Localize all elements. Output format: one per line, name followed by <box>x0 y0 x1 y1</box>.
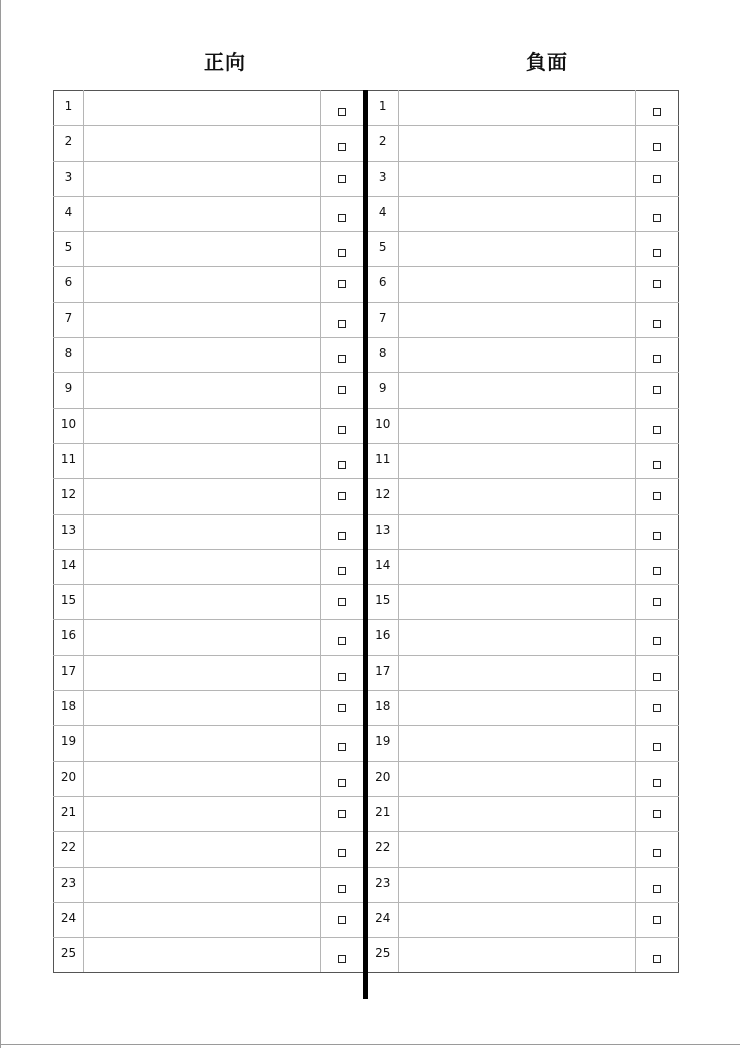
negative-row-number: 12 <box>368 479 398 514</box>
checkbox-icon[interactable] <box>653 916 661 924</box>
positive-checkbox-cell[interactable] <box>321 338 364 373</box>
checkbox-icon[interactable] <box>653 108 661 116</box>
positive-entry-field[interactable] <box>84 902 321 937</box>
negative-checkbox-cell[interactable] <box>635 443 678 478</box>
negative-entry-field[interactable] <box>398 373 635 408</box>
positive-entry-field[interactable] <box>84 91 321 126</box>
checkbox-icon[interactable] <box>653 955 661 963</box>
positive-checkbox-cell[interactable] <box>321 832 364 867</box>
positive-entry-field[interactable] <box>84 479 321 514</box>
positive-row-number: 24 <box>54 902 84 937</box>
checkbox-icon[interactable] <box>338 426 346 434</box>
positive-checkbox-cell[interactable] <box>321 408 364 443</box>
negative-entry-field[interactable] <box>398 867 635 902</box>
negative-checkbox-cell[interactable] <box>635 620 678 655</box>
checkbox-icon[interactable] <box>653 849 661 857</box>
checkbox-icon[interactable] <box>653 532 661 540</box>
negative-entry-field[interactable] <box>398 267 635 302</box>
positive-entry-field[interactable] <box>84 338 321 373</box>
negative-row-number: 25 <box>368 938 398 973</box>
positive-checkbox-cell[interactable] <box>321 585 364 620</box>
positive-entry-field[interactable] <box>84 585 321 620</box>
positive-table-row <box>54 196 364 231</box>
checkbox-icon[interactable] <box>338 175 346 183</box>
negative-table-row <box>368 302 678 337</box>
negative-table-row <box>368 796 678 831</box>
negative-row-number: 5 <box>368 232 398 267</box>
checkbox-icon[interactable] <box>653 673 661 681</box>
negative-table-row <box>368 938 678 973</box>
negative-checkbox-cell[interactable] <box>635 302 678 337</box>
positive-entry-field[interactable] <box>84 302 321 337</box>
positive-entry-field[interactable] <box>84 867 321 902</box>
negative-row-number: 1 <box>368 91 398 126</box>
checkbox-icon[interactable] <box>338 916 346 924</box>
negative-row-number: 8 <box>368 338 398 373</box>
negative-row-number: 17 <box>368 655 398 690</box>
positive-entry-field[interactable] <box>84 938 321 973</box>
negative-table-row <box>368 161 678 196</box>
positive-table-row <box>54 549 364 584</box>
positive-row-number: 13 <box>54 514 84 549</box>
positive-checkbox-cell[interactable] <box>321 938 364 973</box>
negative-row-number: 11 <box>368 443 398 478</box>
negative-entry-field[interactable] <box>398 196 635 231</box>
negative-entry-field[interactable] <box>398 91 635 126</box>
negative-row-number: 6 <box>368 267 398 302</box>
negative-table-row <box>368 232 678 267</box>
positive-entry-field[interactable] <box>84 126 321 161</box>
positive-row-number: 25 <box>54 938 84 973</box>
positive-checkbox-cell[interactable] <box>321 443 364 478</box>
positive-row-number: 12 <box>54 479 84 514</box>
positive-entry-field[interactable] <box>84 832 321 867</box>
checkbox-icon[interactable] <box>338 492 346 500</box>
positive-checkbox-cell[interactable] <box>321 232 364 267</box>
negative-table-row <box>368 620 678 655</box>
checkbox-icon[interactable] <box>653 461 661 469</box>
negative-checkbox-cell[interactable] <box>635 549 678 584</box>
checkbox-icon[interactable] <box>338 108 346 116</box>
negative-row-number: 3 <box>368 161 398 196</box>
negative-entry-field[interactable] <box>398 126 635 161</box>
positive-checkbox-cell[interactable] <box>321 479 364 514</box>
positive-checkbox-cell[interactable] <box>321 196 364 231</box>
checkbox-icon[interactable] <box>338 955 346 963</box>
positive-entry-field[interactable] <box>84 549 321 584</box>
positive-table-row <box>54 267 364 302</box>
negative-checkbox-cell[interactable] <box>635 514 678 549</box>
positive-checkbox-cell[interactable] <box>321 726 364 761</box>
checkbox-icon[interactable] <box>653 492 661 500</box>
checkbox-icon[interactable] <box>338 779 346 787</box>
negative-checkbox-cell[interactable] <box>635 902 678 937</box>
negative-checkbox-cell[interactable] <box>635 196 678 231</box>
positive-table-row <box>54 161 364 196</box>
negative-checkbox-cell[interactable] <box>635 408 678 443</box>
checkbox-icon[interactable] <box>338 280 346 288</box>
checkbox-icon[interactable] <box>338 249 346 257</box>
checkbox-icon[interactable] <box>338 885 346 893</box>
negative-entry-field[interactable] <box>398 549 635 584</box>
positive-table-row <box>54 902 364 937</box>
negative-row-number: 21 <box>368 796 398 831</box>
heading-positive: 正向 <box>204 50 246 74</box>
positive-table-row <box>54 691 364 726</box>
negative-checkbox-cell[interactable] <box>635 267 678 302</box>
checkbox-icon[interactable] <box>338 143 346 151</box>
negative-entry-field[interactable] <box>398 726 635 761</box>
positive-entry-field[interactable] <box>84 267 321 302</box>
negative-table-row <box>368 867 678 902</box>
checkbox-icon[interactable] <box>338 849 346 857</box>
checkbox-icon[interactable] <box>653 598 661 606</box>
positive-row-number: 18 <box>54 691 84 726</box>
negative-row-number: 16 <box>368 620 398 655</box>
negative-table-row <box>368 126 678 161</box>
negative-checkbox-cell[interactable] <box>635 479 678 514</box>
negative-table-row <box>368 655 678 690</box>
positive-row-number: 22 <box>54 832 84 867</box>
negative-table-row <box>368 761 678 796</box>
positive-row-number: 11 <box>54 443 84 478</box>
positive-row-number: 23 <box>54 867 84 902</box>
checkbox-icon[interactable] <box>338 532 346 540</box>
positive-checkbox-cell[interactable] <box>321 302 364 337</box>
negative-entry-field[interactable] <box>398 796 635 831</box>
checkbox-icon[interactable] <box>653 426 661 434</box>
negative-entry-field[interactable] <box>398 585 635 620</box>
negative-table-row <box>368 514 678 549</box>
negative-table <box>368 90 679 973</box>
negative-entry-field[interactable] <box>398 691 635 726</box>
checkbox-icon[interactable] <box>338 743 346 751</box>
negative-entry-field[interactable] <box>398 938 635 973</box>
positive-checkbox-cell[interactable] <box>321 620 364 655</box>
positive-row-number: 4 <box>54 196 84 231</box>
positive-table-row <box>54 91 364 126</box>
positive-table-row <box>54 232 364 267</box>
negative-row-number: 14 <box>368 549 398 584</box>
negative-row-number: 20 <box>368 761 398 796</box>
positive-table-row <box>54 338 364 373</box>
positive-entry-field[interactable] <box>84 443 321 478</box>
positive-checkbox-cell[interactable] <box>321 91 364 126</box>
negative-row-number: 24 <box>368 902 398 937</box>
page-edge-bottom <box>0 1044 740 1045</box>
negative-table-row <box>368 408 678 443</box>
negative-entry-field[interactable] <box>398 302 635 337</box>
negative-table-row <box>368 373 678 408</box>
negative-entry-field[interactable] <box>398 479 635 514</box>
positive-row-number: 9 <box>54 373 84 408</box>
negative-row-number: 23 <box>368 867 398 902</box>
positive-checkbox-cell[interactable] <box>321 867 364 902</box>
checkbox-icon[interactable] <box>338 598 346 606</box>
negative-row-number: 22 <box>368 832 398 867</box>
checkbox-icon[interactable] <box>653 143 661 151</box>
positive-table-row <box>54 655 364 690</box>
checkbox-icon[interactable] <box>338 214 346 222</box>
positive-table-row <box>54 620 364 655</box>
checkbox-icon[interactable] <box>338 810 346 818</box>
positive-entry-field[interactable] <box>84 373 321 408</box>
positive-entry-field[interactable] <box>84 655 321 690</box>
positive-table-row <box>54 867 364 902</box>
checkbox-icon[interactable] <box>338 461 346 469</box>
negative-entry-field[interactable] <box>398 338 635 373</box>
negative-table-row <box>368 479 678 514</box>
positive-table-row <box>54 585 364 620</box>
positive-table-row <box>54 443 364 478</box>
negative-entry-field[interactable] <box>398 620 635 655</box>
negative-table-row <box>368 196 678 231</box>
checkbox-icon[interactable] <box>653 885 661 893</box>
negative-table-row <box>368 549 678 584</box>
positive-entry-field[interactable] <box>84 408 321 443</box>
positive-table <box>53 90 364 973</box>
checkbox-icon[interactable] <box>653 320 661 328</box>
negative-table-row <box>368 585 678 620</box>
negative-table-row <box>368 91 678 126</box>
negative-row-number: 7 <box>368 302 398 337</box>
negative-entry-field[interactable] <box>398 443 635 478</box>
negative-entry-field[interactable] <box>398 514 635 549</box>
negative-checkbox-cell[interactable] <box>635 126 678 161</box>
checkbox-icon[interactable] <box>338 673 346 681</box>
positive-checkbox-cell[interactable] <box>321 655 364 690</box>
positive-row-number: 2 <box>54 126 84 161</box>
positive-entry-field[interactable] <box>84 514 321 549</box>
positive-entry-field[interactable] <box>84 232 321 267</box>
positive-row-number: 15 <box>54 585 84 620</box>
positive-entry-field[interactable] <box>84 196 321 231</box>
negative-checkbox-cell[interactable] <box>635 91 678 126</box>
positive-entry-field[interactable] <box>84 796 321 831</box>
negative-checkbox-cell[interactable] <box>635 867 678 902</box>
checkbox-icon[interactable] <box>653 249 661 257</box>
positive-checkbox-cell[interactable] <box>321 514 364 549</box>
positive-table-row <box>54 408 364 443</box>
negative-row-number: 15 <box>368 585 398 620</box>
checkbox-icon[interactable] <box>653 743 661 751</box>
positive-checkbox-cell[interactable] <box>321 126 364 161</box>
checkbox-icon[interactable] <box>338 386 346 394</box>
positive-row-number: 17 <box>54 655 84 690</box>
positive-row-number: 21 <box>54 796 84 831</box>
positive-table-row <box>54 938 364 973</box>
positive-checkbox-cell[interactable] <box>321 161 364 196</box>
checkbox-icon[interactable] <box>653 637 661 645</box>
negative-row-number: 2 <box>368 126 398 161</box>
negative-checkbox-cell[interactable] <box>635 832 678 867</box>
checkbox-icon[interactable] <box>653 810 661 818</box>
positive-table-row <box>54 726 364 761</box>
checkbox-icon[interactable] <box>653 280 661 288</box>
negative-row-number: 18 <box>368 691 398 726</box>
checkbox-icon[interactable] <box>338 355 346 363</box>
negative-table-row <box>368 902 678 937</box>
positive-table-row <box>54 514 364 549</box>
positive-table-row <box>54 479 364 514</box>
page-edge-left <box>0 0 1 1048</box>
positive-checkbox-cell[interactable] <box>321 373 364 408</box>
negative-table-row <box>368 443 678 478</box>
positive-row-number: 7 <box>54 302 84 337</box>
negative-checkbox-cell[interactable] <box>635 726 678 761</box>
negative-entry-field[interactable] <box>398 902 635 937</box>
positive-checkbox-cell[interactable] <box>321 761 364 796</box>
negative-table-row <box>368 267 678 302</box>
positive-entry-field[interactable] <box>84 761 321 796</box>
negative-table-row <box>368 726 678 761</box>
heading-negative: 負面 <box>526 50 568 74</box>
negative-checkbox-cell[interactable] <box>635 338 678 373</box>
positive-checkbox-cell[interactable] <box>321 796 364 831</box>
checkbox-icon[interactable] <box>653 355 661 363</box>
checkbox-icon[interactable] <box>338 567 346 575</box>
positive-row-number: 14 <box>54 549 84 584</box>
positive-checkbox-cell[interactable] <box>321 267 364 302</box>
negative-entry-field[interactable] <box>398 408 635 443</box>
negative-table-row <box>368 691 678 726</box>
positive-entry-field[interactable] <box>84 161 321 196</box>
positive-checkbox-cell[interactable] <box>321 902 364 937</box>
negative-entry-field[interactable] <box>398 161 635 196</box>
negative-entry-field[interactable] <box>398 832 635 867</box>
positive-row-number: 6 <box>54 267 84 302</box>
negative-checkbox-cell[interactable] <box>635 796 678 831</box>
negative-checkbox-cell[interactable] <box>635 761 678 796</box>
positive-row-number: 8 <box>54 338 84 373</box>
positive-checkbox-cell[interactable] <box>321 691 364 726</box>
checkbox-icon[interactable] <box>338 637 346 645</box>
positive-row-number: 1 <box>54 91 84 126</box>
checkbox-icon[interactable] <box>653 704 661 712</box>
negative-table-row <box>368 338 678 373</box>
positive-table-row <box>54 832 364 867</box>
negative-checkbox-cell[interactable] <box>635 655 678 690</box>
negative-checkbox-cell[interactable] <box>635 691 678 726</box>
positive-checkbox-cell[interactable] <box>321 549 364 584</box>
positive-table-row <box>54 373 364 408</box>
positive-entry-field[interactable] <box>84 691 321 726</box>
negative-entry-field[interactable] <box>398 655 635 690</box>
negative-checkbox-cell[interactable] <box>635 585 678 620</box>
negative-row-number: 9 <box>368 373 398 408</box>
checkbox-icon[interactable] <box>338 704 346 712</box>
positive-row-number: 19 <box>54 726 84 761</box>
negative-table-row <box>368 832 678 867</box>
positive-entry-field[interactable] <box>84 726 321 761</box>
positive-table-row <box>54 796 364 831</box>
positive-table-row <box>54 302 364 337</box>
positive-entry-field[interactable] <box>84 620 321 655</box>
negative-row-number: 19 <box>368 726 398 761</box>
negative-entry-field[interactable] <box>398 761 635 796</box>
negative-checkbox-cell[interactable] <box>635 161 678 196</box>
checkbox-icon[interactable] <box>653 214 661 222</box>
negative-row-number: 4 <box>368 196 398 231</box>
positive-row-number: 3 <box>54 161 84 196</box>
positive-row-number: 5 <box>54 232 84 267</box>
positive-table-row <box>54 126 364 161</box>
positive-row-number: 16 <box>54 620 84 655</box>
negative-entry-field[interactable] <box>398 232 635 267</box>
checkbox-icon[interactable] <box>653 175 661 183</box>
negative-checkbox-cell[interactable] <box>635 938 678 973</box>
checkbox-icon[interactable] <box>653 567 661 575</box>
positive-table-row <box>54 761 364 796</box>
negative-row-number: 10 <box>368 408 398 443</box>
checkbox-icon[interactable] <box>338 320 346 328</box>
positive-row-number: 20 <box>54 761 84 796</box>
positive-row-number: 10 <box>54 408 84 443</box>
negative-checkbox-cell[interactable] <box>635 373 678 408</box>
checkbox-icon[interactable] <box>653 779 661 787</box>
checkbox-icon[interactable] <box>653 386 661 394</box>
negative-row-number: 13 <box>368 514 398 549</box>
negative-checkbox-cell[interactable] <box>635 232 678 267</box>
